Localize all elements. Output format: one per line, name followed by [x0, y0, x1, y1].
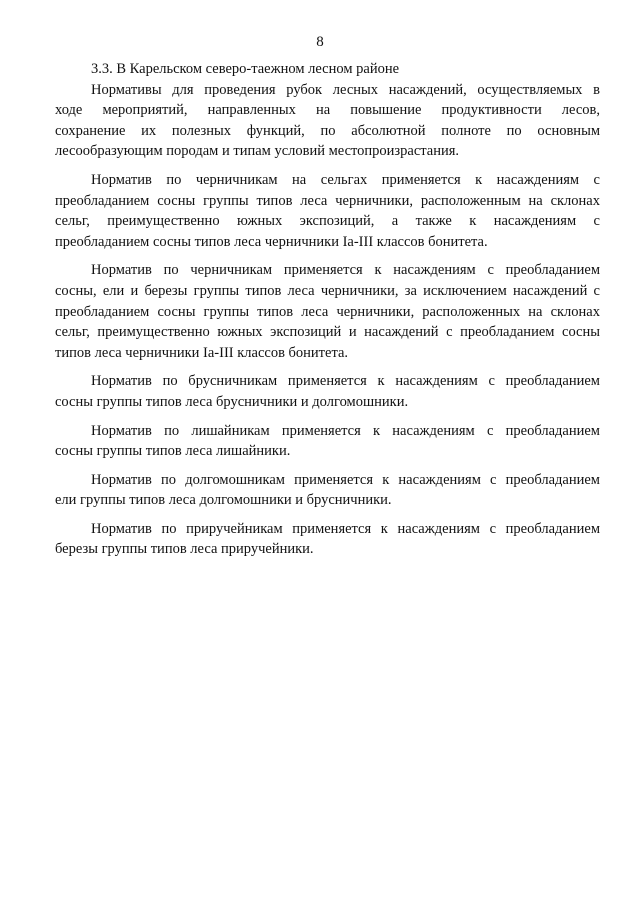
paragraph-line: лесообразующим породам и типам условий местопроизрастания. [55, 143, 460, 160]
paragraph-line: сосны, ели и березы группы типов леса черничники, за исключением насаждений с [55, 282, 600, 299]
paragraph-line: Норматив по приручейникам применяется к насаждениям с преобладанием [91, 520, 600, 537]
paragraph-line: Норматив по черничникам на сельгах применяется к насаждениям с [91, 171, 600, 188]
paragraph-line: сохранение их полезных функций, по абсолютной полноте по основным [55, 122, 600, 139]
paragraph [55, 80, 600, 162]
paragraph-line: Норматив по брусничникам применяется к насаждениям с преобладанием [91, 373, 600, 390]
page-number: 8 [316, 34, 324, 50]
paragraph-line: сосны группы типов леса брусничники и долгомошники. [55, 393, 409, 410]
paragraph [55, 519, 600, 560]
paragraph-line: Норматив по долгомошникам применяется к насаждениям с преобладанием [91, 471, 600, 488]
paragraph-line: Нормативы для проведения рубок лесных насаждений, осуществляемых в [91, 81, 600, 98]
paragraph-line: Норматив по черничникам применяется к насаждениям с преобладанием [91, 262, 600, 279]
paragraph [55, 371, 600, 412]
paragraph-line: преобладанием сосны группы типов леса черничники, расположенным на склонах [55, 192, 600, 209]
paragraph-line: сельг, преимущественно южных экспозиций и насаждений с преобладанием сосны [55, 324, 600, 341]
paragraph [55, 470, 600, 511]
paragraph-line: ели группы типов леса долгомошники и брусничники. [55, 492, 392, 509]
paragraph-line: Норматив по лишайникам применяется к насаждениям с преобладанием [91, 422, 600, 439]
paragraph-line: преобладанием сосны типов леса черничники Iа-III классов бонитета. [55, 233, 488, 250]
paragraph [55, 421, 600, 462]
document-body [55, 59, 600, 560]
paragraph-list [55, 80, 600, 560]
paragraph-line: преобладанием сосны группы типов леса черничники, расположенных на склонах [55, 303, 600, 320]
paragraph-line: типов леса черничники Iа-III классов бонитета. [55, 344, 349, 361]
paragraph-line: сосны группы типов леса лишайники. [55, 443, 291, 460]
paragraph [55, 170, 600, 252]
paragraph-line: ходе мероприятий, направленных на повышение продуктивности лесов, [55, 102, 600, 119]
paragraph-line: сельг, преимущественно южных экспозиций, а также к насаждениям с [55, 213, 600, 230]
section-heading: 3.3. В Карельском северо-таежном лесном районе [91, 61, 400, 77]
paragraph [55, 260, 600, 363]
paragraph-line: березы группы типов леса приручейники. [55, 541, 314, 558]
